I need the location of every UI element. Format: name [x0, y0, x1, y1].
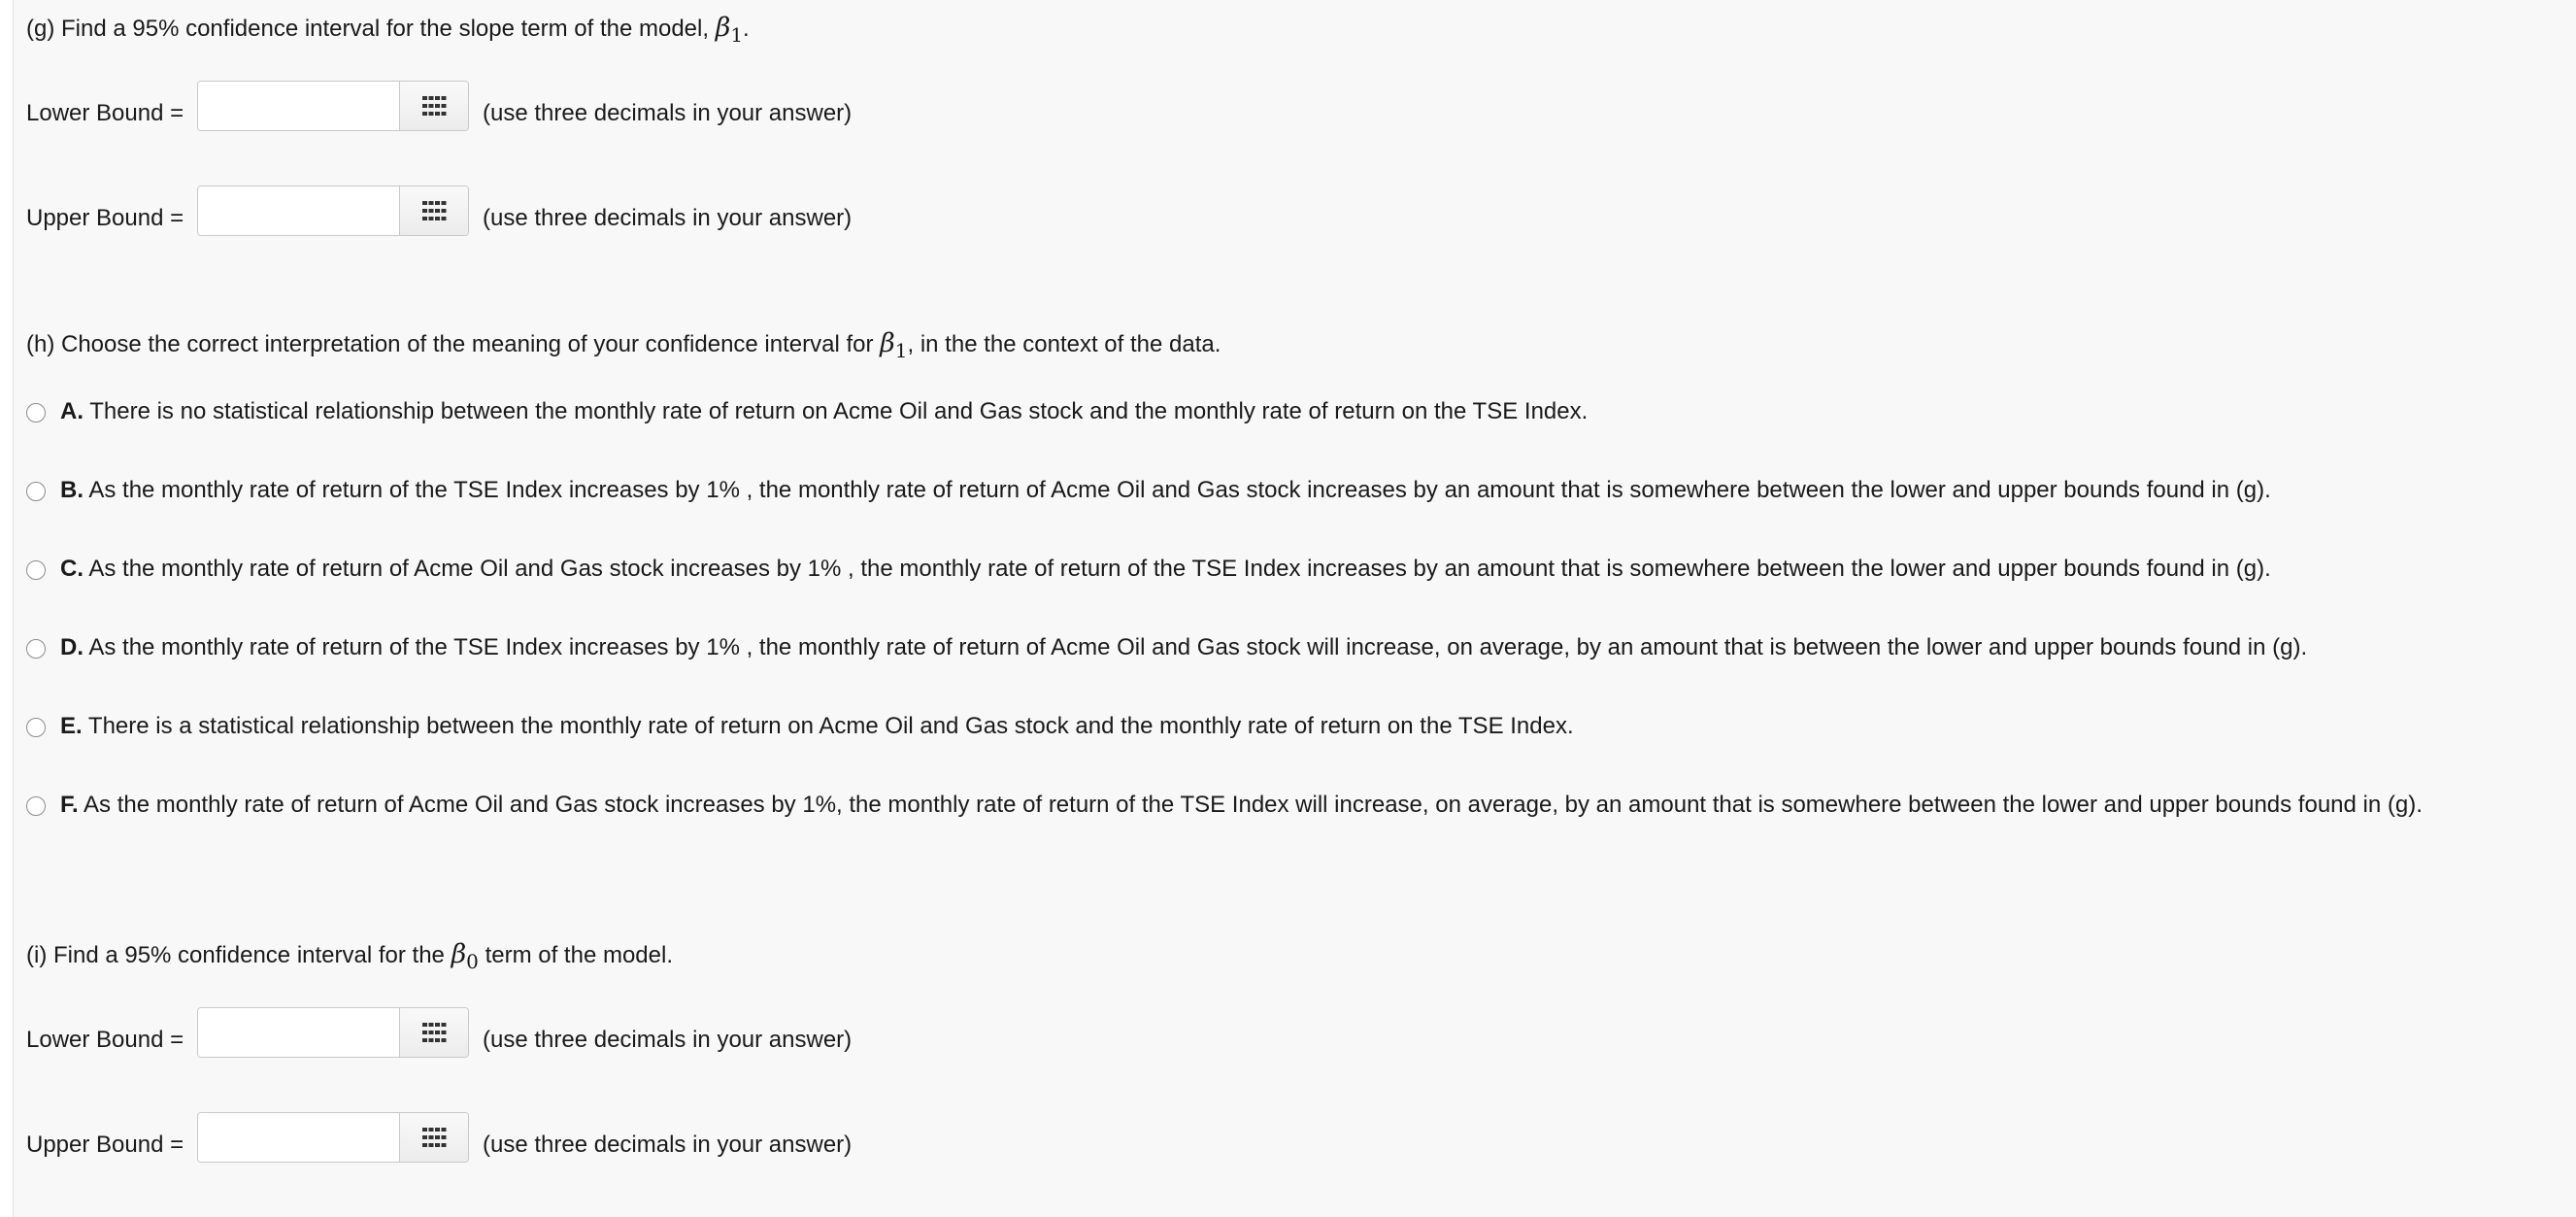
option-c[interactable] [60, 555, 2271, 584]
g-lower-bound-input[interactable] [198, 82, 399, 130]
option-b-radio[interactable] [26, 482, 46, 501]
i-lower-bound-answer-box[interactable] [197, 1007, 469, 1058]
option-letter: E. [60, 713, 83, 739]
option-text: As the monthly rate of return of Acme Oil and Gas stock increases by 1%, the monthly rate of return of the TSE Index will increase, on average, by an amount that is somewhere between the lower and upper bounds found in (g). [84, 792, 2423, 818]
part-g-prompt-text: (g) Find a 95% confidence interval for the slope term of the model, [26, 16, 710, 42]
g-upper-bound-hint: (use three decimals in your answer) [483, 205, 853, 231]
option-f-radio[interactable] [26, 796, 46, 816]
g-upper-bound-input[interactable] [198, 186, 399, 235]
option-a-radio[interactable] [26, 403, 46, 423]
g-lower-bound-answer-box[interactable] [197, 81, 469, 131]
option-c-radio[interactable] [26, 560, 46, 580]
keypad-grid-icon [421, 95, 447, 117]
g-lower-bound-keypad-button[interactable] [399, 82, 468, 130]
keypad-grid-icon [421, 200, 447, 221]
part-g-prompt-end: . [743, 16, 750, 42]
i-upper-bound-keypad-button[interactable] [399, 1113, 468, 1162]
keypad-grid-icon [421, 1127, 447, 1148]
option-letter: C. [60, 556, 84, 582]
beta1-symbol: $\beta_1$ [715, 13, 744, 47]
i-lower-bound-hint: (use three decimals in your answer) [483, 1027, 853, 1053]
option-letter: B. [60, 477, 84, 503]
option-text: As the monthly rate of return of the TSE Index increases by 1% , the monthly rate of return of Acme Oil and Gas stock will increase, on average, by an amount that is between the lower and upper bounds found in (g). [88, 634, 2308, 660]
part-h-prompt-text: (h) Choose the correct interpretation of the meaning of your confidence interval for [26, 331, 874, 357]
option-e[interactable] [60, 712, 1574, 741]
option-d[interactable] [60, 633, 2307, 662]
option-text: There is no statistical relationship between the monthly rate of return on Acme Oil and Gas stock and the monthly rate of return on the TSE Index. [89, 398, 1589, 424]
option-text: As the monthly rate of return of the TSE Index increases by 1% , the monthly rate of return of Acme Oil and Gas stock increases by an amount that is somewhere between the lower and upper bounds found in (g). [88, 477, 2271, 503]
i-lower-bound-keypad-button[interactable] [399, 1008, 468, 1057]
option-letter: A. [60, 398, 84, 424]
g-lower-bound-hint: (use three decimals in your answer) [483, 100, 853, 126]
g-upper-bound-answer-box[interactable] [197, 186, 469, 236]
part-i-prompt [26, 940, 673, 976]
part-i-prompt-end: term of the model. [485, 942, 673, 968]
g-upper-bound-keypad-button[interactable] [399, 186, 468, 235]
g-upper-bound-label: Upper Bound = [26, 205, 184, 231]
option-a[interactable] [60, 397, 1588, 426]
option-text: As the monthly rate of return of Acme Oil and Gas stock increases by 1% , the monthly rate of return of the TSE Index increases by an amount that is somewhere between the lower and upper bounds found in (g). [88, 556, 2271, 582]
i-upper-bound-hint: (use three decimals in your answer) [483, 1132, 853, 1158]
option-letter: F. [60, 792, 79, 818]
option-f[interactable] [60, 791, 2423, 820]
part-i-prompt-text: (i) Find a 95% confidence interval for the [26, 942, 445, 968]
i-upper-bound-answer-box[interactable] [197, 1112, 469, 1163]
i-upper-bound-label: Upper Bound = [26, 1132, 184, 1158]
option-letter: D. [60, 634, 84, 660]
option-e-radio[interactable] [26, 718, 46, 737]
i-upper-bound-input[interactable] [198, 1113, 399, 1162]
part-h-prompt-end: , in the the context of the data. [907, 331, 1221, 357]
part-g-prompt [26, 14, 750, 50]
option-b[interactable] [60, 476, 2271, 505]
keypad-grid-icon [421, 1022, 447, 1043]
option-d-radio[interactable] [26, 639, 46, 659]
beta1-symbol: $\beta_1$ [880, 328, 908, 362]
i-lower-bound-input[interactable] [198, 1008, 399, 1057]
g-lower-bound-label: Lower Bound = [26, 100, 184, 126]
i-lower-bound-label: Lower Bound = [26, 1027, 184, 1053]
part-h-prompt [26, 329, 1221, 365]
beta0-symbol: $\beta_0$ [451, 939, 479, 973]
option-text: There is a statistical relationship between the monthly rate of return on Acme Oil and Gas stock and the monthly rate of return on the TSE Index. [87, 713, 1574, 739]
